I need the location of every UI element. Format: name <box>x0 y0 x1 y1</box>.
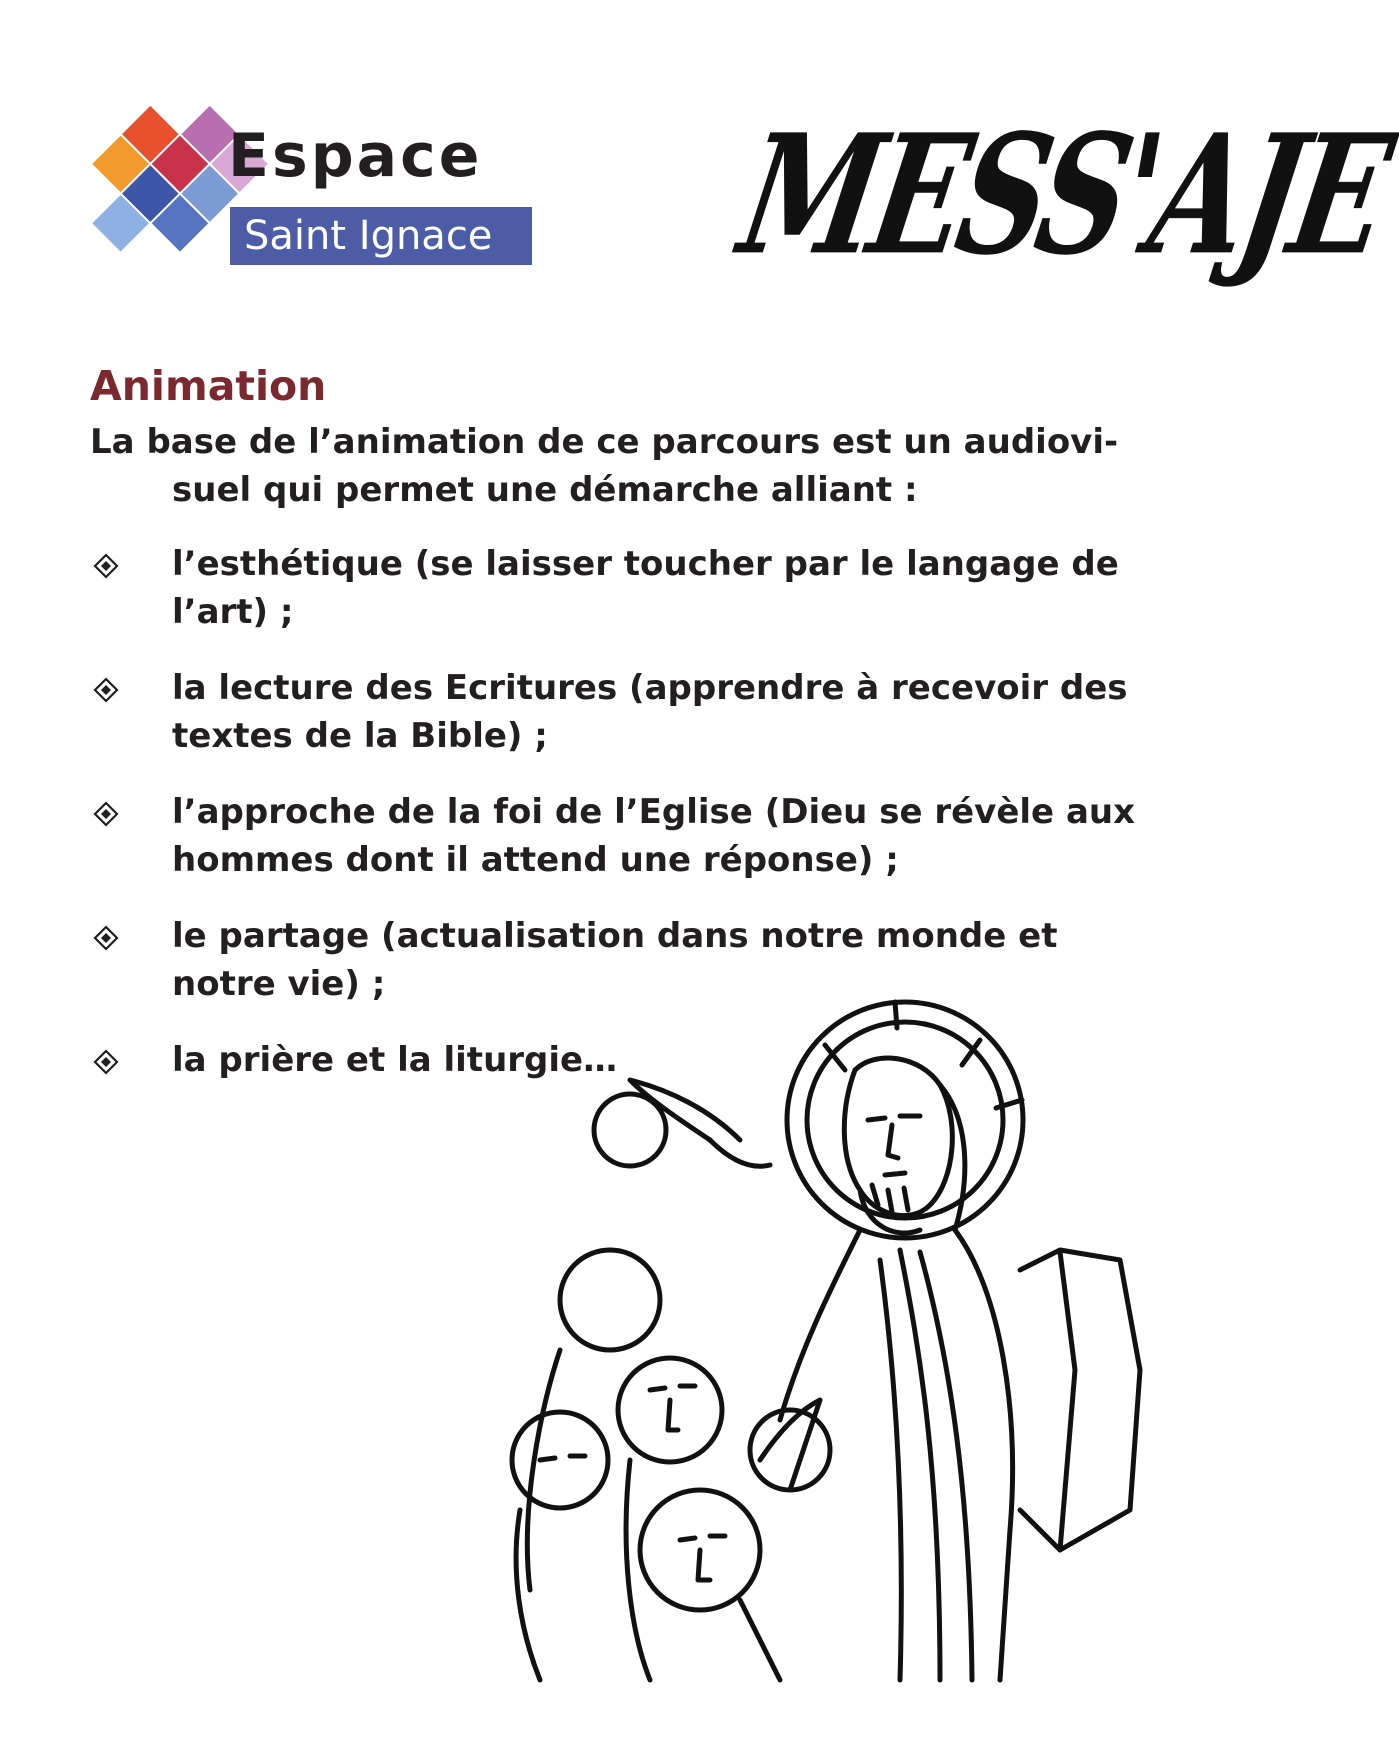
bullet-line-1: la prière et la liturgie… <box>172 1040 618 1080</box>
list-item <box>90 664 1160 760</box>
bullet-line-2: hommes dont il attend une réponse) ; <box>172 840 899 880</box>
jesus-crowd-illustration <box>500 990 1160 1680</box>
bullet-line-1: l’approche de la foi de l’Eglise (Dieu se révèle aux <box>172 792 1136 832</box>
bullet-line-2: notre vie) ; <box>172 964 386 1004</box>
section-title: Animation <box>90 362 327 410</box>
intro-line-1: La base de l’animation de ce parcours est un audiovi- <box>90 422 1119 462</box>
saint-ignace-band: Saint Ignace <box>230 207 532 265</box>
espace-saint-ignace-logo <box>80 80 540 310</box>
diamond-bullet-icon <box>94 554 118 578</box>
diamond-bullet-icon <box>94 926 118 950</box>
list-item <box>90 540 1160 636</box>
mosaic-diamond-icon <box>80 80 280 310</box>
bullet-line-1: l’esthétique (se laisser toucher par le langage de <box>172 544 1119 584</box>
bullet-line-1: la lecture des Ecritures (apprendre à recevoir des <box>172 668 1128 708</box>
bullet-line-1: le partage (actualisation dans notre monde et <box>172 916 1058 956</box>
messaje-word: MESS'AJE <box>728 97 1399 292</box>
diamond-bullet-icon <box>94 1050 118 1074</box>
intro-line-2: suel qui permet une démarche alliant : <box>172 470 918 510</box>
diamond-bullet-icon <box>94 802 118 826</box>
bullet-line-2: textes de la Bible) ; <box>172 716 548 756</box>
diamond-bullet-icon <box>94 678 118 702</box>
bullet-line-2: l’art) ; <box>172 592 294 632</box>
intro-paragraph <box>90 418 1140 514</box>
messaje-logo <box>728 97 1399 328</box>
list-item <box>90 788 1160 884</box>
espace-word: Espace <box>228 121 483 191</box>
